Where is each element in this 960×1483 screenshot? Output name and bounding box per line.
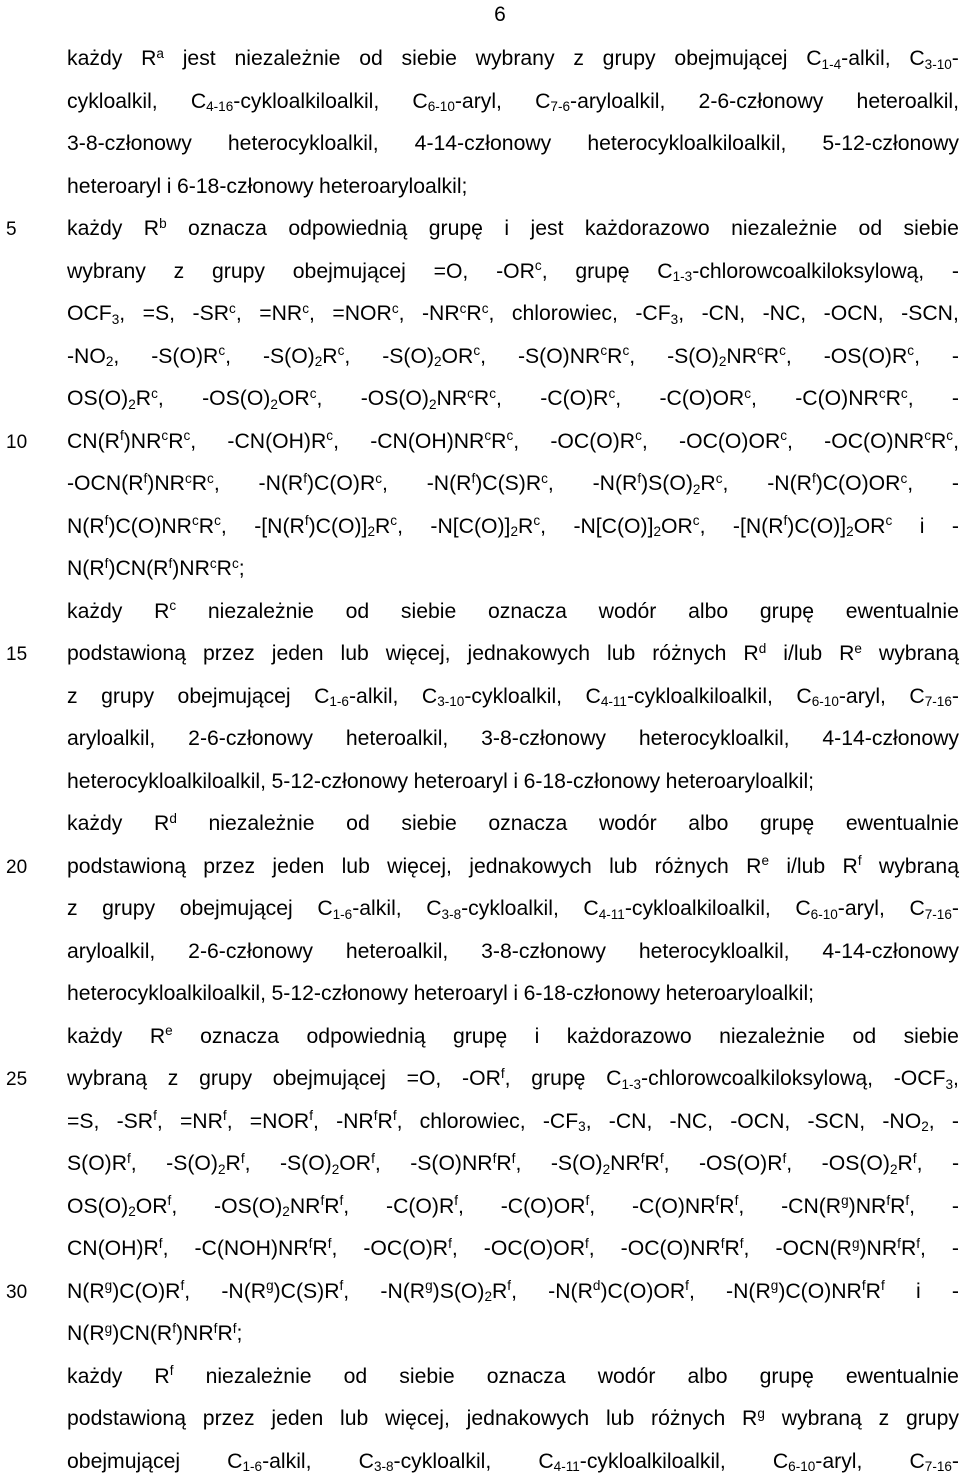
text-line: obejmującej $C_{1-6}$-alkil, $C_{3-8}$-cykloalkil, $C_{4-11}$-cykloalkiloalkil, $C_{6-10}$-aryl, $C_{7-16}-$ (67, 1441, 959, 1483)
text-line: każdy $R^f$ niezależnie od siebie oznacza wodór albo grupę ewentualnie (67, 1356, 959, 1399)
text-line: heteroaryl i 6-18-członowy heteroaryloalkil; (67, 166, 959, 209)
text-line: każdy $R^a$ jest niezależnie od siebie wybrany z grupy obejmującej $C_{1-4}$-alkil, $C_{3-10}-$ (67, 38, 959, 81)
text-line: $OCF_3$, =S, $-SR^c$, $=NR^c$, $=NOR^c$, $-NR^cR^c$, chlorowiec, $-CF_3$, -CN, -NC, -OCN, -SCN, (67, 293, 959, 336)
text-line: 3-8-członowy heterocykloalkil, 4-14-członowy heterocykloalkiloalkil, 5-12-członowy (67, 123, 959, 166)
text-line: $-NO_2$, $-S(O)R^c$, $-S(O)_2R^c$, $-S(O)_2OR^c$, $-S(O)NR^cR^c$, $-S(O)_2NR^cR^c$, $-OS(O)R^c$, - (67, 336, 959, 379)
line-number: 25 (6, 1069, 27, 1091)
text-line: z grupy obejmującej $C_{1-6}$-alkil, $C_{3-8}$-cykloalkil, $C_{4-11}$-cykloalkiloalkil, $C_{6-10}$-aryl, $C_{7-16}-$ (67, 888, 959, 931)
text-line: cykloalkil, $C_{4-16}$-cykloalkiloalkil, $C_{6-10}$-aryl, $C_{7-6}$-aryloalkil, 2-6-członowy heteroalkil, (67, 81, 959, 124)
text-line: wybrany z grupy obejmującej =O, $-OR^c$, grupę $C_{1-3}$-chlorowcoalkiloksylową, - (67, 251, 959, 294)
text-line: wybraną z grupy obejmującej =O, $-OR^f$, grupę $C_{1-3}$-chlorowcoalkiloksylową, $-OCF_3$, (67, 1058, 959, 1101)
text-line: $S(O)R^f$, $-S(O)_2R^f$, $-S(O)_2OR^f$, $-S(O)NR^fR^f$, $-S(O)_2NR^fR^f$, $-OS(O)R^f$, $-OS(O)_2R^f$, - (67, 1143, 959, 1186)
page-number: 6 (0, 2, 960, 28)
text-line: $OS(O)_2OR^f$, $-OS(O)_2NR^fR^f$, $-C(O)R^f$, $-C(O)OR^f$, $-C(O)NR^fR^f$, $-CN(R^g)NR^fR^f$, - (67, 1186, 959, 1229)
text-line: $N(R^f)CN(R^f)NR^cR^c$; (67, 548, 959, 591)
text-line: $CN(R^f)NR^cR^c$, $-CN(OH)R^c$, $-CN(OH)NR^cR^c$, $-OC(O)R^c$, $-OC(O)OR^c$, $-OC(O)NR^cR^c$, (67, 421, 959, 464)
text-line: $OS(O)_2R^c$, $-OS(O)_2OR^c$, $-OS(O)_2NR^cR^c$, $-C(O)R^c$, $-C(O)OR^c$, $-C(O)NR^cR^c$, - (67, 378, 959, 421)
line-number: 30 (6, 1282, 27, 1304)
text-line: $-OCN(R^f)NR^cR^c$, $-N(R^f)C(O)R^c$, $-N(R^f)C(S)R^c$, $-N(R^f)S(O)_2R^c$, $-N(R^f)C(O)OR^c$, - (67, 463, 959, 506)
text-line: heterocykloalkiloalkil, 5-12-członowy heteroaryl i 6-18-członowy heteroaryloalkil; (67, 761, 959, 804)
text-line: $N(R^g)CN(R^f)NR^fR^f$; (67, 1313, 959, 1356)
line-number: 15 (6, 644, 27, 666)
text-line: heterocykloalkiloalkil, 5-12-członowy heteroaryl i 6-18-członowy heteroaryloalkil; (67, 973, 959, 1016)
text-line: każdy $R^d$ niezależnie od siebie oznacza wodór albo grupę ewentualnie (67, 803, 959, 846)
text-line: każdy $R^e$ oznacza odpowiednią grupę i każdorazowo niezależnie od siebie (67, 1016, 959, 1059)
text-line: $N(R^f)C(O)NR^cR^c$, $-[N(R^f)C(O)]_2R^c$, $-N[C(O)]_2R^c$, $-N[C(O)]_2OR^c$, $-[N(R^f)C(O)]_2OR^c$ i - (67, 506, 959, 549)
text-line: podstawioną przez jeden lub więcej, jednakowych lub różnych $R^d$ i/lub $R^e$ wybraną (67, 633, 959, 676)
line-number: 20 (6, 857, 27, 879)
text-line: $CN(OH)R^f$, $-C(NOH)NR^fR^f$, $-OC(O)R^f$, $-OC(O)OR^f$, $-OC(O)NR^fR^f$, $-OCN(R^g)NR^fR^f$, - (67, 1228, 959, 1271)
line-number: 5 (6, 219, 17, 241)
text-line: aryloalkil, 2-6-członowy heteroalkil, 3-8-członowy heterocykloalkil, 4-14-członowy (67, 931, 959, 974)
text-line: każdy $R^c$ niezależnie od siebie oznacza wodór albo grupę ewentualnie (67, 591, 959, 634)
text-line: $N(R^g)C(O)R^f$, $-N(R^g)C(S)R^f$, $-N(R^g)S(O)_2R^f$, $-N(R^d)C(O)OR^f$, $-N(R^g)C(O)NR^fR^f$ i - (67, 1271, 959, 1314)
text-line: z grupy obejmującej $C_{1-6}$-alkil, $C_{3-10}$-cykloalkil, $C_{4-11}$-cykloalkiloalkil, $C_{6-10}$-aryl, $C_{7-16}-$ (67, 676, 959, 719)
document-body (67, 38, 959, 1483)
text-line: =S, $-SR^f$, $=NR^f$, $=NOR^f$, $-NR^fR^f$, chlorowiec, $-CF_3$, -CN, -NC, -OCN, -SCN, $-NO_2$, - (67, 1101, 959, 1144)
text-line: każdy $R^b$ oznacza odpowiednią grupę i jest każdorazowo niezależnie od siebie (67, 208, 959, 251)
line-number: 10 (6, 432, 27, 454)
text-line: aryloalkil, 2-6-członowy heteroalkil, 3-8-członowy heterocykloalkil, 4-14-członowy (67, 718, 959, 761)
text-line: podstawioną przez jeden lub więcej, jednakowych lub różnych $R^g$ wybraną z grupy (67, 1398, 959, 1441)
text-line: podstawioną przez jeden lub więcej, jednakowych lub różnych $R^e$ i/lub $R^f$ wybraną (67, 846, 959, 889)
